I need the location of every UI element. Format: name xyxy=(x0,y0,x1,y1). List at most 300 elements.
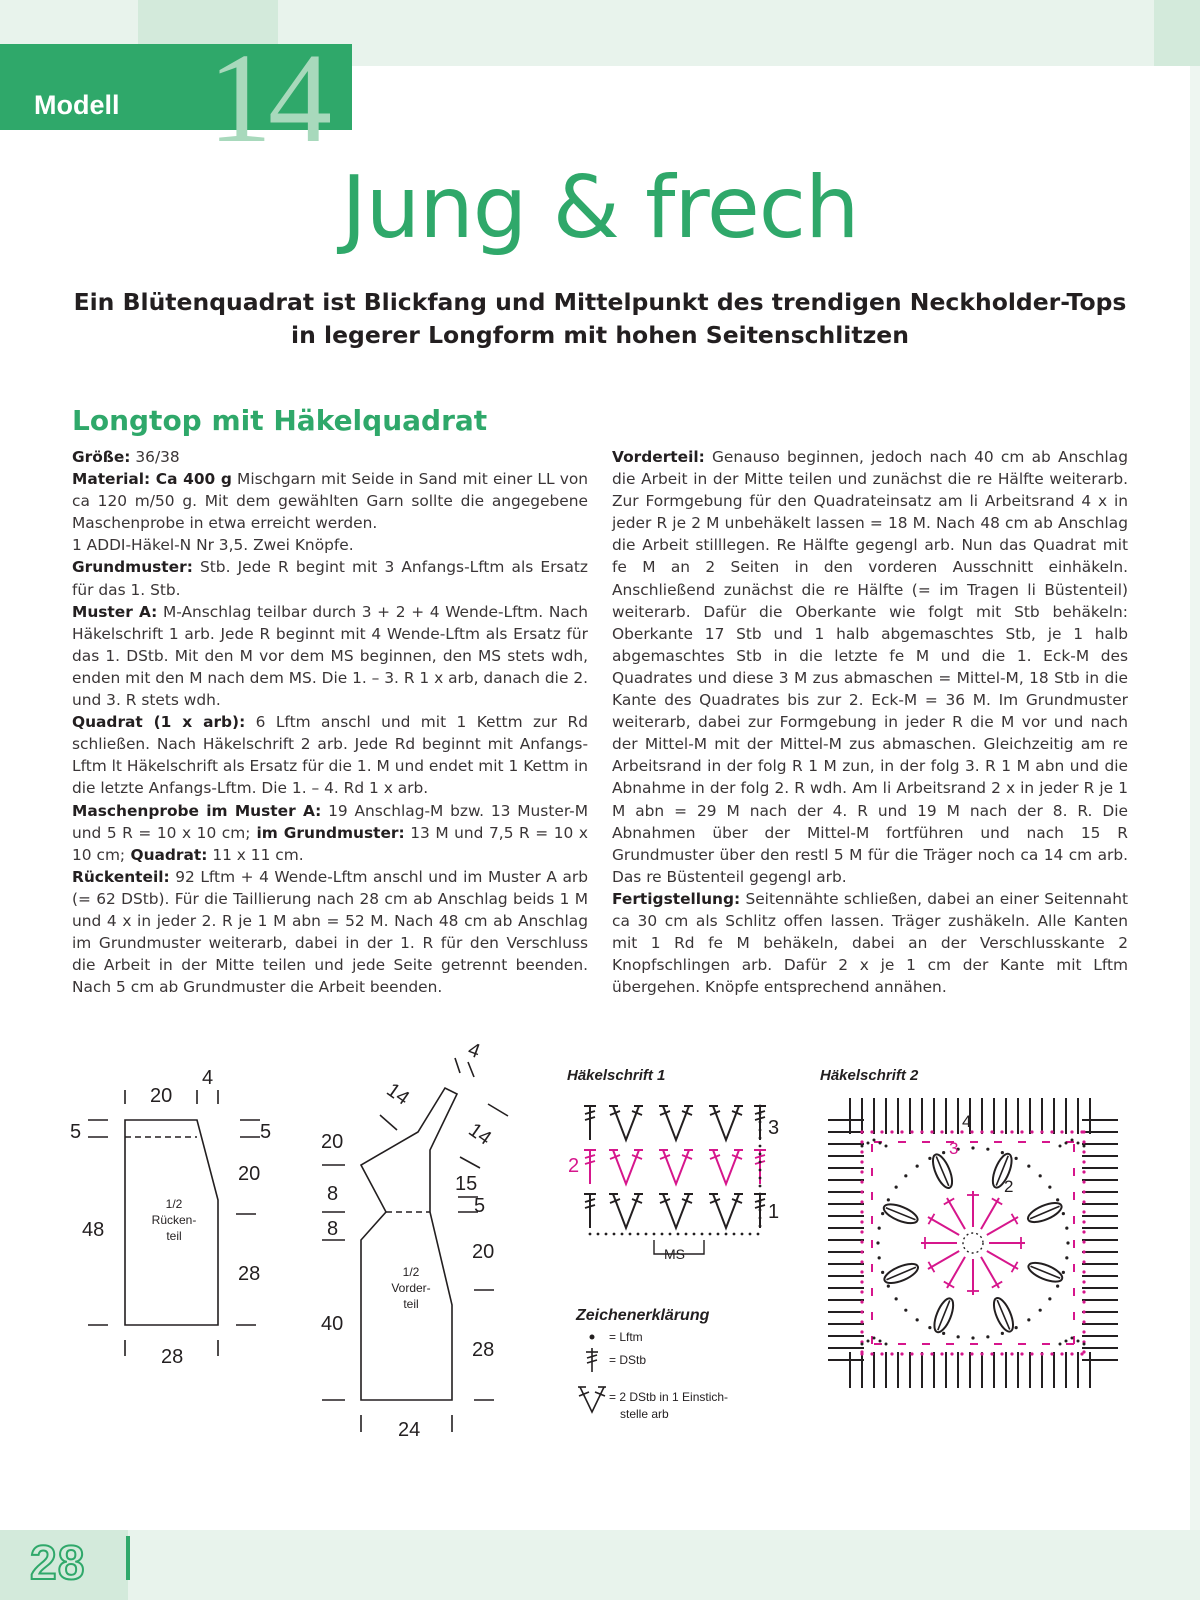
front-dim-right-c: 20 xyxy=(472,1241,495,1263)
chain-dot xyxy=(759,1129,762,1132)
chain-dot xyxy=(860,1260,863,1263)
chain-dot xyxy=(759,1225,762,1228)
chain-dot xyxy=(1060,1130,1063,1133)
instructions-left-column xyxy=(72,446,588,998)
chain-dot xyxy=(1082,1170,1085,1173)
chain-dot xyxy=(589,1233,592,1236)
chart2-round-3: 3 xyxy=(949,1139,959,1158)
chain-dot xyxy=(757,1233,760,1236)
chain-dot xyxy=(1015,1157,1018,1160)
chain-dot xyxy=(1082,1250,1085,1253)
chain-dot xyxy=(940,1352,943,1355)
crochet-chart-2 xyxy=(828,1098,1118,1388)
chain-dot xyxy=(860,1300,863,1303)
chain-dot xyxy=(900,1130,903,1133)
chain-dot xyxy=(1070,1130,1073,1133)
chain-dot xyxy=(1070,1352,1073,1355)
chain-dot xyxy=(885,1343,888,1346)
chart1-title: Häkelschrift 1 xyxy=(567,1067,666,1084)
chain-dot xyxy=(1039,1174,1042,1177)
front-dim-left-bottom: 40 xyxy=(321,1313,344,1335)
chain-dot xyxy=(1082,1140,1085,1143)
chain-dot xyxy=(1056,1198,1059,1201)
spoke-stitch xyxy=(981,1198,999,1229)
chain-dot xyxy=(900,1352,903,1355)
chain-dot xyxy=(920,1352,923,1355)
size-paragraph xyxy=(72,446,588,468)
chain-dot xyxy=(867,1340,870,1343)
chain-dot xyxy=(971,1146,974,1149)
front-label: Vorderteil: xyxy=(612,448,705,466)
chain-dot xyxy=(986,1148,989,1151)
chain-dot xyxy=(1030,1352,1033,1355)
front-text: Genauso beginnen, jedoch nach 40 cm ab Anschlag die Arbeit in der Mitte teilen und zunächst die re Hälfte weiterarb. Zur Formgebung für den Quadrateinsatz am li Arbeitsrand 4 x in jeder R je 2 M unbehäkelt lassen = 18 M. Nach 48 cm ab Anschlag die Arbeit stilllegen. Re Hälfte gegengl arb. Nun das Quadrat mit fe M an 2 Seiten in den vorderen Ausschnitt einhäkeln. Anschließend zunächst die re Hälfte (= im Tragen li Büstenteil) weiterarb. Dafür die Oberkante wie folgt mit Stb behäkeln: Oberkante 17 Stb und 1 halb abgemaschtes Stb, je 1 halb abgemaschtes Stb in die letzte fe M und die 1. Eck-M des Quadrates und diese 3 M zus abmaschen = Mittel-M, 18 Stb in die Kante des Quadrates bis zur 2. Eck-M = 36 M. Im Grundmuster weiterarb, dabei zur Formgebung in jeder R die M vor und nach der Mittel-M mit der Mittel-M zus abmaschen. Gleichzeitig am re Arbeitsrand in der folg R 1 M zun, in der folg 3. R 1 M abn und die Abnahme in der folg 2. R wdh. Am li Arbeitsrand 2 x in jeder R je 1 M abn = 29 M nach der 4. R und 19 M nach der 8. R. Die Abnahmen über der Mittel-M fortführen und nach 15 R Grundmuster über den restl 5 M für die Träger noch ca 14 cm arb. Das re Büstenteil gegengl arb. xyxy=(612,448,1128,886)
legend-title: Zeichenerklärung xyxy=(576,1307,710,1324)
v-stitch-symbol xyxy=(713,1106,739,1140)
chain-dot xyxy=(605,1233,608,1236)
chain-dot xyxy=(960,1352,963,1355)
chain-dot xyxy=(1065,1256,1068,1259)
chain-dot xyxy=(637,1233,640,1236)
back-paragraph xyxy=(72,866,588,999)
chain-dot xyxy=(1062,1271,1065,1274)
basic-pattern-text: Stb. Jede R begint mit 3 Anfangs-Lftm als Ersatz für das 1. Stb. xyxy=(72,558,588,599)
gauge-text-square: 11 x 11 cm. xyxy=(207,845,304,864)
size-text: 36/38 xyxy=(130,448,180,466)
chain-dot xyxy=(685,1233,688,1236)
chain-dot xyxy=(940,1130,943,1133)
chart1-row-3: 3 xyxy=(768,1117,780,1139)
chain-dot xyxy=(1082,1130,1085,1133)
chain-dot xyxy=(890,1352,893,1355)
front-dim-left-b: 8 xyxy=(327,1183,339,1205)
chain-dot xyxy=(957,1335,960,1338)
front-dim-right-d: 28 xyxy=(472,1339,495,1361)
gauge-label: Maschenprobe im Muster A: xyxy=(72,801,322,820)
chain-dot xyxy=(930,1130,933,1133)
back-dim-right-lower: 28 xyxy=(238,1263,261,1285)
v-stitch-icon xyxy=(578,1387,606,1412)
chain-dot xyxy=(860,1290,863,1293)
back-text: 92 Lftm + 4 Wende-Lftm anschl und im Muster A arb (= 62 DStb). Für die Taillierung nach 28 cm ab Anschlag beids 1 M und 4 x in jeder 2. R je 1 M abn = 52 M. Nach 48 cm ab Anschlag im Grundmuster weiterarb, dabei in der 1. R für den Verschluss die Arbeit in der Mitte teilen und jede Seite getrennt beenden. Nach 5 cm ab Grundmuster die Arbeit beenden. xyxy=(72,867,588,997)
spoke-stitch xyxy=(928,1251,959,1269)
instructions-right-column xyxy=(612,446,1128,998)
chain-dot xyxy=(928,1326,931,1329)
spoke-stitch xyxy=(987,1251,1018,1269)
chain-dot xyxy=(759,1121,762,1124)
chain-dot xyxy=(1082,1160,1085,1163)
magic-ring xyxy=(963,1233,983,1253)
square-text: 6 Lftm anschl und mit 1 Kettm zur Rd schließen. Nach Häkelschrift 2 arb. Jede Rd beginnt mit Anfangs-Lftm lt Häkelschrift als Ersatz für die 1. M und endet mit 1 Kettm in die letzte Anfangs-Lftm. Die 1. – 4. Rd 1 x arb. xyxy=(72,713,588,798)
front-dim-strap-left: 14 xyxy=(382,1078,414,1110)
gauge-label-square: Quadrat: xyxy=(125,845,208,864)
chain-dot xyxy=(1060,1352,1063,1355)
finishing-paragraph xyxy=(612,888,1128,998)
chain-dot xyxy=(749,1233,752,1236)
chain-dot xyxy=(1001,1151,1004,1154)
needle-paragraph: 1 ADDI-Häkel-N Nr 3,5. Zwei Knöpfe. xyxy=(72,536,354,555)
subtitle-line: in legerer Longform mit hohen Seitenschlitzen xyxy=(291,321,909,349)
chain-dot xyxy=(1050,1130,1053,1133)
chain-dot xyxy=(980,1130,983,1133)
v-stitch-symbol xyxy=(613,1106,639,1140)
bottom-band xyxy=(0,1530,1200,1600)
stitch-bar xyxy=(1012,1262,1018,1272)
chain-dot xyxy=(1020,1130,1023,1133)
material-text: Mischgarn mit Seide in Sand mit einer LL von ca 120 m/50 g. Mit dem gewählten Garn sollte die angegebene Maschenprobe in etwa erreicht werden. xyxy=(72,470,588,533)
petal-stem xyxy=(938,1300,950,1330)
chain-dot xyxy=(759,1145,762,1148)
chain-dot xyxy=(759,1153,762,1156)
chain-dot xyxy=(860,1190,863,1193)
chart2-round-4: 4 xyxy=(962,1112,972,1131)
chain-dot xyxy=(1082,1350,1085,1353)
chain-dot xyxy=(1020,1352,1023,1355)
back-dim-top: 20 xyxy=(150,1085,173,1107)
front-dim-strap-top: 4 xyxy=(465,1038,484,1063)
chain-dot xyxy=(920,1130,923,1133)
chain-dot xyxy=(759,1201,762,1204)
front-dim-bottom: 24 xyxy=(398,1419,421,1441)
front-outline xyxy=(361,1088,457,1400)
legend-item: = 2 DStb in 1 Einstich- xyxy=(609,1390,729,1404)
gauge-text: 19 Anschlag-M bzw. 13 Muster-M und 5 R = 10 x 10 cm; xyxy=(72,801,588,842)
front-dim-strap-right: 14 xyxy=(464,1118,496,1150)
chain-dot xyxy=(1065,1340,1068,1343)
petal-stem xyxy=(1030,1206,1059,1219)
pattern-a-paragraph xyxy=(72,601,588,711)
chain-dot xyxy=(881,1212,884,1215)
chain-dot xyxy=(1082,1290,1085,1293)
chain-dot xyxy=(1082,1200,1085,1203)
chain-dot xyxy=(709,1233,712,1236)
pattern-a-text: M-Anschlag teilbar durch 3 + 2 + 4 Wende-Lftm. Nach Häkelschrift 1 arb. Jede R beginnt mit 4 Wende-Lftm als Ersatz für das 1. DStb. Mit den M vor dem MS beginnen, den MS stets wdh, enden mit den M nach dem MS. Die 1. – 3. R 1 x arb, danach die 2. und 3. R stets wdh. xyxy=(72,602,589,710)
gauge-text-basic: 13 M und 7,5 R = 10 x 10 cm; xyxy=(72,823,588,864)
back-dim-left-total: 48 xyxy=(82,1219,105,1241)
petal-stem xyxy=(997,1300,1010,1329)
subtitle xyxy=(60,286,1140,352)
chain-dot xyxy=(879,1340,882,1343)
spoke-stitch xyxy=(947,1257,965,1288)
spoke-stitch xyxy=(928,1217,959,1235)
chain-dot xyxy=(980,1352,983,1355)
back-label-line: teil xyxy=(166,1229,182,1243)
size-label: Größe: xyxy=(72,448,131,466)
section-heading: Longtop mit Häkelquadrat xyxy=(72,404,488,437)
chain-dot xyxy=(1027,1318,1030,1321)
chain-dot xyxy=(1082,1150,1085,1153)
chain-dot xyxy=(759,1217,762,1220)
gauge-label-basic: im Grundmuster: xyxy=(250,823,405,842)
page-title: Jung & frech xyxy=(341,158,859,258)
petal-stem xyxy=(886,1208,916,1220)
back-label-line: 1/2 xyxy=(165,1197,183,1211)
chart1-row-1: 1 xyxy=(768,1201,780,1223)
chain-dot xyxy=(1082,1300,1085,1303)
chain-dot xyxy=(860,1270,863,1273)
chain-dot xyxy=(861,1343,864,1346)
chain-dot xyxy=(860,1220,863,1223)
model-label: Modell xyxy=(34,90,120,120)
chain-dot xyxy=(759,1105,762,1108)
chain-dot xyxy=(942,1332,945,1335)
square-label: Quadrat (1 x arb): xyxy=(72,713,246,732)
chain-dot xyxy=(1010,1352,1013,1355)
chain-dot xyxy=(621,1233,624,1236)
stitch-bar xyxy=(992,1282,1002,1288)
chain-dot xyxy=(950,1352,953,1355)
front-tick xyxy=(380,1115,397,1130)
chain-dot xyxy=(1000,1352,1003,1355)
chain-dot xyxy=(873,1139,876,1142)
front-label-line: teil xyxy=(403,1297,419,1311)
chain-dot xyxy=(759,1169,762,1172)
petal-stem xyxy=(936,1156,949,1185)
chain-dot xyxy=(1010,1130,1013,1133)
chain-dot xyxy=(860,1150,863,1153)
chain-dot xyxy=(677,1233,680,1236)
chain-dot xyxy=(860,1160,863,1163)
crochet-chart-1 xyxy=(584,1105,766,1236)
chain-dot xyxy=(1082,1230,1085,1233)
stitch-bar xyxy=(928,1214,934,1224)
chain-dot xyxy=(1082,1190,1085,1193)
chain-dot xyxy=(895,1297,898,1300)
chain-dot xyxy=(1082,1240,1085,1243)
chain-dot xyxy=(597,1233,600,1236)
pattern-a-label: Muster A: xyxy=(72,602,158,621)
chain-dot xyxy=(1040,1130,1043,1133)
chain-dot xyxy=(759,1161,762,1164)
stitch-bar xyxy=(928,1262,934,1272)
material-paragraph xyxy=(72,468,588,534)
chart1-row-2: 2 xyxy=(568,1155,580,1177)
back-dim-left-top: 5 xyxy=(70,1121,82,1143)
chain-dot xyxy=(1048,1297,1051,1300)
top-band-corner xyxy=(1154,0,1200,66)
front-dim-right-b: 5 xyxy=(474,1195,486,1217)
chain-dot xyxy=(1071,1337,1074,1340)
spoke-stitch xyxy=(981,1257,999,1288)
chain-dot xyxy=(629,1233,632,1236)
chain-dot xyxy=(759,1113,762,1116)
chain-dot xyxy=(1082,1210,1085,1213)
chain-dot xyxy=(759,1193,762,1196)
chain-dot xyxy=(860,1180,863,1183)
chain-dot xyxy=(860,1200,863,1203)
chain-dot xyxy=(867,1142,870,1145)
v-stitch-symbol xyxy=(613,1150,639,1184)
back-label-line: Rücken- xyxy=(151,1213,197,1227)
chain-dot xyxy=(860,1280,863,1283)
chain-dot xyxy=(653,1233,656,1236)
chain-dot xyxy=(860,1320,863,1323)
chain-dot xyxy=(890,1130,893,1133)
chain-dot xyxy=(1065,1227,1068,1230)
chart2-round-2: 2 xyxy=(1004,1177,1014,1196)
chain-dot xyxy=(1059,1145,1062,1148)
chain-dot xyxy=(990,1352,993,1355)
chain-dot xyxy=(1082,1180,1085,1183)
chain-dot xyxy=(860,1130,863,1133)
chain-dot xyxy=(895,1186,898,1189)
stitch-bar xyxy=(992,1198,1002,1204)
spoke-stitch xyxy=(947,1198,965,1229)
chain-dot xyxy=(881,1271,884,1274)
chain-dot xyxy=(759,1209,762,1212)
front-tick xyxy=(455,1058,460,1073)
chain-dot xyxy=(930,1352,933,1355)
chain-dot xyxy=(860,1240,863,1243)
chain-dot xyxy=(1071,1139,1074,1142)
chain-dot xyxy=(733,1233,736,1236)
chain-dot xyxy=(860,1330,863,1333)
chain-dot xyxy=(1062,1212,1065,1215)
chain-dot xyxy=(904,1309,907,1312)
chain-dot xyxy=(876,1241,879,1244)
chain-dot xyxy=(942,1151,945,1154)
stitch-bar xyxy=(944,1282,954,1288)
chain-dot xyxy=(887,1198,890,1201)
chain-dot xyxy=(880,1352,883,1355)
chain-dot xyxy=(860,1310,863,1313)
chain-dot xyxy=(759,1185,762,1188)
chain-dot xyxy=(916,1318,919,1321)
basic-pattern-label: Grundmuster: xyxy=(72,558,193,577)
chain-dot xyxy=(1056,1285,1059,1288)
finishing-label: Fertigstellung: xyxy=(612,889,741,908)
legend-item: stelle arb xyxy=(620,1407,669,1421)
chain-dot xyxy=(904,1174,907,1177)
legend-item: = DStb xyxy=(609,1353,647,1367)
chain-dot xyxy=(717,1233,720,1236)
chain-dot xyxy=(661,1233,664,1236)
page-number: 28 xyxy=(30,1537,86,1590)
front-label-line: Vorder- xyxy=(391,1281,431,1295)
chain-dot xyxy=(928,1157,931,1160)
chain-dot xyxy=(741,1233,744,1236)
chain-dot xyxy=(1001,1332,1004,1335)
material-label: Material: Ca 400 g xyxy=(72,470,232,489)
chain-dot xyxy=(759,1137,762,1140)
chain-dot xyxy=(990,1130,993,1133)
chain-dot xyxy=(885,1145,888,1148)
legend-item: = Lftm xyxy=(609,1330,643,1344)
chain-dot xyxy=(860,1210,863,1213)
front-tick xyxy=(488,1104,508,1116)
page-number-rule xyxy=(126,1536,130,1580)
back-label: Rückenteil: xyxy=(72,867,170,886)
back-dim-bottom: 28 xyxy=(161,1346,184,1368)
chain-dot xyxy=(1059,1343,1062,1346)
chain-dot xyxy=(1077,1340,1080,1343)
front-tick xyxy=(460,1157,480,1168)
basic-pattern-paragraph xyxy=(72,556,588,600)
chain-dot xyxy=(861,1145,864,1148)
back-dim-right-top: 5 xyxy=(260,1121,272,1143)
chain-dot xyxy=(887,1285,890,1288)
chain-dot xyxy=(878,1256,881,1259)
chain-dot xyxy=(1030,1130,1033,1133)
petal-stem xyxy=(1030,1266,1060,1278)
chain-dot xyxy=(1082,1270,1085,1273)
chain-dot xyxy=(916,1165,919,1168)
chain-dot xyxy=(725,1233,728,1236)
chain-dot xyxy=(870,1352,873,1355)
chain-dot xyxy=(860,1350,863,1353)
chain-dot xyxy=(1082,1220,1085,1223)
chain-dot xyxy=(879,1142,882,1145)
chain-dot xyxy=(1082,1260,1085,1263)
square-paragraph xyxy=(72,711,588,799)
chain-dot xyxy=(1048,1186,1051,1189)
chart2-title: Häkelschrift 2 xyxy=(820,1067,919,1084)
chain-dot xyxy=(1065,1142,1068,1145)
stitch-bar xyxy=(1012,1214,1018,1224)
chain-dot xyxy=(1082,1320,1085,1323)
v-stitch-symbol xyxy=(663,1106,689,1140)
v-stitch-symbol xyxy=(663,1194,689,1228)
back-dim-top-extra: 4 xyxy=(202,1067,214,1089)
chain-dot xyxy=(870,1130,873,1133)
front-dim-right-a: 15 xyxy=(455,1173,478,1195)
subtitle-line: Ein Blütenquadrat ist Blickfang und Mittelpunkt des trendigen Neckholder-Tops xyxy=(73,288,1127,316)
v-stitch-symbol xyxy=(713,1194,739,1228)
chain-dot xyxy=(1077,1142,1080,1145)
finishing-text: Seitennähte schließen, dabei an einer Seitennaht ca 30 cm als Schlitz offen lassen. Träger zushäkeln. Alle Kanten mit 1 Rd fe M behäkeln, dabei an der Verschlusskante 2 Knopfschlingen arb. Dafür 2 x je 1 cm der Kante mit Lftm übergehen. Knöpfe entsprechend annähen. xyxy=(612,889,1128,997)
stitch-bar xyxy=(944,1198,954,1204)
chain-dot xyxy=(910,1130,913,1133)
chain-dot xyxy=(1082,1280,1085,1283)
front-paragraph xyxy=(612,446,1128,888)
chain-dot xyxy=(971,1336,974,1339)
v-stitch-symbol xyxy=(713,1150,739,1184)
chain-dot xyxy=(613,1233,616,1236)
back-dim-right-upper: 20 xyxy=(238,1163,261,1185)
chart1-repeat-label: MS xyxy=(664,1246,685,1262)
chain-dot xyxy=(880,1130,883,1133)
chain-dot xyxy=(669,1233,672,1236)
chain-dot xyxy=(860,1250,863,1253)
chain-dot xyxy=(1082,1330,1085,1333)
chain-dot xyxy=(970,1352,973,1355)
front-label-line: 1/2 xyxy=(402,1265,420,1279)
chain-dot xyxy=(860,1140,863,1143)
diagrams-area xyxy=(0,1010,1200,1450)
chain-dot xyxy=(645,1233,648,1236)
front-dim-left-c: 8 xyxy=(327,1218,339,1240)
gauge-paragraph xyxy=(72,800,588,866)
chain-dot xyxy=(1083,1145,1086,1148)
chain-stitch-icon xyxy=(590,1335,595,1340)
double-crochet-icon xyxy=(586,1348,598,1372)
chain-dot xyxy=(1082,1310,1085,1313)
chain-dot xyxy=(1039,1309,1042,1312)
chain-dot xyxy=(1040,1352,1043,1355)
petal-stem xyxy=(886,1267,915,1280)
chain-dot xyxy=(950,1130,953,1133)
chain-dot xyxy=(1015,1326,1018,1329)
chain-dot xyxy=(873,1337,876,1340)
chain-dot xyxy=(1066,1241,1069,1244)
front-tick xyxy=(468,1062,474,1077)
chain-dot xyxy=(693,1233,696,1236)
chain-dot xyxy=(1000,1130,1003,1133)
chain-dot xyxy=(986,1335,989,1338)
chain-dot xyxy=(878,1227,881,1230)
v-stitch-symbol xyxy=(613,1194,639,1228)
front-dim-left-a: 20 xyxy=(321,1131,344,1153)
